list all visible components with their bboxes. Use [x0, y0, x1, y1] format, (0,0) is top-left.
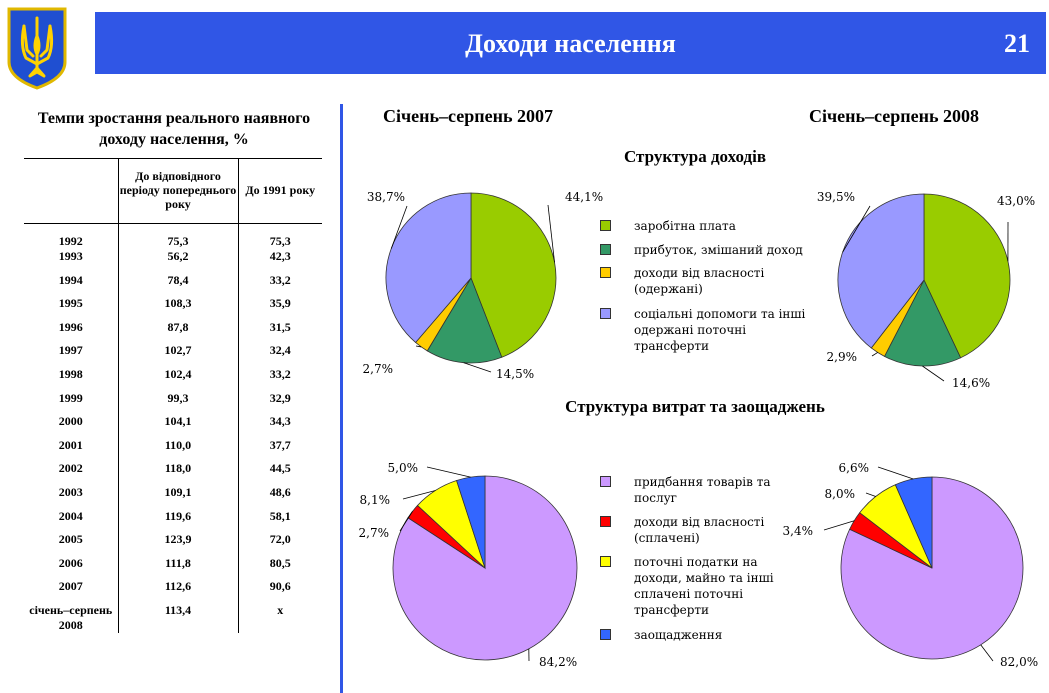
table-cell-year: 2001	[58, 437, 83, 452]
table-cell-prev-period: 75,3	[118, 224, 238, 250]
leader-line	[981, 645, 993, 661]
income-structure-title: Структура доходів	[623, 147, 766, 166]
table-cell-prev-period: 123,9	[118, 532, 238, 556]
expense-legend	[600, 474, 830, 644]
table-row	[24, 343, 322, 367]
table-cell-year: 2000	[58, 414, 83, 429]
table-row	[24, 509, 322, 533]
leader-line	[878, 467, 913, 479]
table-row	[24, 485, 322, 509]
leader-line	[464, 363, 491, 372]
table-cell-prev-period: 104,1	[118, 414, 238, 438]
table-cell-year: 2007	[58, 579, 83, 594]
table-cell-prev-period: 109,1	[118, 485, 238, 509]
table-cell-year: 2003	[58, 484, 83, 499]
legend-swatch	[600, 516, 611, 527]
table-cell-year: 2005	[58, 532, 83, 547]
table-cell-1991: 33,2	[269, 366, 291, 381]
legend-swatch	[600, 629, 611, 640]
legend-swatch	[600, 476, 611, 487]
leader-line	[866, 493, 876, 496]
table-cell-year: січень–серпень 2008	[29, 602, 113, 632]
table-cell-1991: 90,6	[269, 579, 291, 594]
table-cell-1991: 58,1	[269, 508, 291, 523]
table-cell-year: 1994	[58, 272, 83, 287]
table-header-1991: До 1991 року	[238, 159, 322, 224]
table-cell-1991: 42,3	[269, 249, 291, 263]
header-bar	[95, 12, 1046, 74]
legend-swatch	[600, 220, 611, 231]
pie-chart-1	[363, 190, 604, 381]
table-cell-prev-period: 108,3	[118, 296, 238, 320]
table-cell-1991: 75,3	[269, 234, 291, 248]
expense-structure-title: Структура витрат та заощаджень	[565, 397, 825, 416]
table-row	[24, 603, 322, 633]
table-cell-prev-period: 113,4	[118, 603, 238, 633]
pie-data-label: 84,2%	[539, 655, 578, 669]
table-header-year	[24, 159, 118, 224]
page-number: 21	[1004, 29, 1030, 58]
income-legend	[600, 218, 830, 353]
table-cell-1991: 80,5	[269, 555, 291, 570]
pie-data-label: 2,7%	[362, 362, 393, 376]
table-cell-year: 1998	[58, 366, 83, 381]
table-row	[24, 249, 322, 273]
coat-of-arms-icon	[6, 6, 68, 90]
table-cell-1991: 35,9	[269, 296, 291, 311]
leader-line	[872, 352, 878, 356]
pie-data-label: 8,0%	[824, 487, 855, 501]
table-row	[24, 579, 322, 603]
table-cell-1991: 34,3	[269, 414, 291, 429]
table-row	[24, 414, 322, 438]
table-row	[24, 461, 322, 485]
pie-data-label: 3,4%	[782, 524, 813, 538]
table-cell-year: 2004	[58, 508, 83, 523]
table-cell-prev-period: 102,7	[118, 343, 238, 367]
table-cell-prev-period: 110,0	[118, 438, 238, 462]
table-cell-prev-period: 112,6	[118, 579, 238, 603]
table-cell-prev-period: 111,8	[118, 556, 238, 580]
table-cell-prev-period: 119,6	[118, 509, 238, 533]
pie-chart-2	[817, 190, 1035, 390]
table-cell-1991: 48,6	[269, 484, 291, 499]
table-row	[24, 532, 322, 556]
pie-data-label: 39,5%	[816, 190, 855, 204]
table-cell-1991: 31,5	[269, 319, 291, 334]
page-title: Доходи населення	[465, 29, 676, 58]
table-cell-1991: 44,5	[269, 461, 291, 476]
table-cell-1991: 33,2	[269, 272, 291, 287]
table-cell-year: 1995	[58, 296, 83, 311]
legend-swatch	[600, 267, 611, 278]
table-cell-year: 1993	[58, 249, 83, 263]
legend-swatch	[600, 308, 611, 319]
pie-data-label: 2,9%	[826, 350, 857, 364]
table-row	[24, 224, 322, 250]
table-cell-1991: 32,9	[269, 390, 291, 405]
leader-line	[427, 467, 471, 477]
table-cell-prev-period: 56,2	[118, 249, 238, 273]
table-cell-year: 1996	[58, 319, 83, 334]
leader-line	[922, 366, 944, 381]
legend-label: поточні податки на доходи, майно та інші сплачені поточні трансферти	[634, 555, 774, 617]
table-cell-year: 1999	[58, 390, 83, 405]
growth-rate-table	[24, 158, 322, 633]
pie-data-label: 82,0%	[1000, 655, 1039, 669]
legend-swatch	[600, 556, 611, 567]
table-title: Темпи зростання реального наявного доходу населення, %	[37, 110, 311, 148]
pie-data-label: 38,7%	[366, 190, 405, 204]
table-row	[24, 273, 322, 297]
table-cell-1991: x	[277, 602, 284, 617]
table-row	[24, 391, 322, 415]
pie-chart-3	[359, 461, 578, 669]
pie-data-label: 2,7%	[358, 526, 389, 540]
table-cell-prev-period: 99,3	[118, 391, 238, 415]
legend-swatch	[600, 244, 611, 255]
pie-data-label: 14,5%	[496, 367, 535, 381]
table-cell-year: 2006	[58, 555, 83, 570]
table-cell-prev-period: 78,4	[118, 273, 238, 297]
table-row	[24, 367, 322, 391]
table-cell-1991: 32,4	[269, 343, 291, 358]
pie-data-label: 5,0%	[387, 461, 418, 475]
pie-data-label: 6,6%	[838, 461, 869, 475]
period-title-2008: Січень–серпень 2008	[809, 106, 979, 126]
table-cell-prev-period: 118,0	[118, 461, 238, 485]
pie-data-label: 44,1%	[565, 190, 604, 204]
legend-label: соціальні допомоги та інші одержані поточні трансферти	[634, 307, 806, 353]
legend-label: придбання товарів та послуг	[634, 475, 771, 505]
table-row	[24, 556, 322, 580]
table-cell-prev-period: 102,4	[118, 367, 238, 391]
pie-data-label: 14,6%	[952, 376, 991, 390]
table-cell-year: 2002	[58, 461, 83, 476]
legend-label: прибуток, змішаний доход	[634, 243, 803, 257]
legend-label: заощадження	[634, 628, 723, 642]
pie-data-label: 43,0%	[997, 194, 1036, 208]
legend-label: заробітна плата	[634, 219, 736, 233]
legend-label: доходи від власності (одержані)	[634, 266, 765, 296]
legend-label: доходи від власності (сплачені)	[634, 515, 765, 545]
table-row	[24, 320, 322, 344]
table-row	[24, 296, 322, 320]
table-cell-year: 1997	[58, 343, 83, 358]
table-header-prev-period: До відповідного періоду попереднього року	[118, 159, 238, 224]
table-cell-1991: 37,7	[269, 437, 291, 452]
table-cell-1991: 72,0	[269, 532, 291, 547]
table-cell-year: 1992	[58, 234, 83, 248]
table-row	[24, 438, 322, 462]
pie-data-label: 8,1%	[359, 493, 390, 507]
period-title-2007: Січень–серпень 2007	[383, 106, 553, 126]
table-cell-prev-period: 87,8	[118, 320, 238, 344]
